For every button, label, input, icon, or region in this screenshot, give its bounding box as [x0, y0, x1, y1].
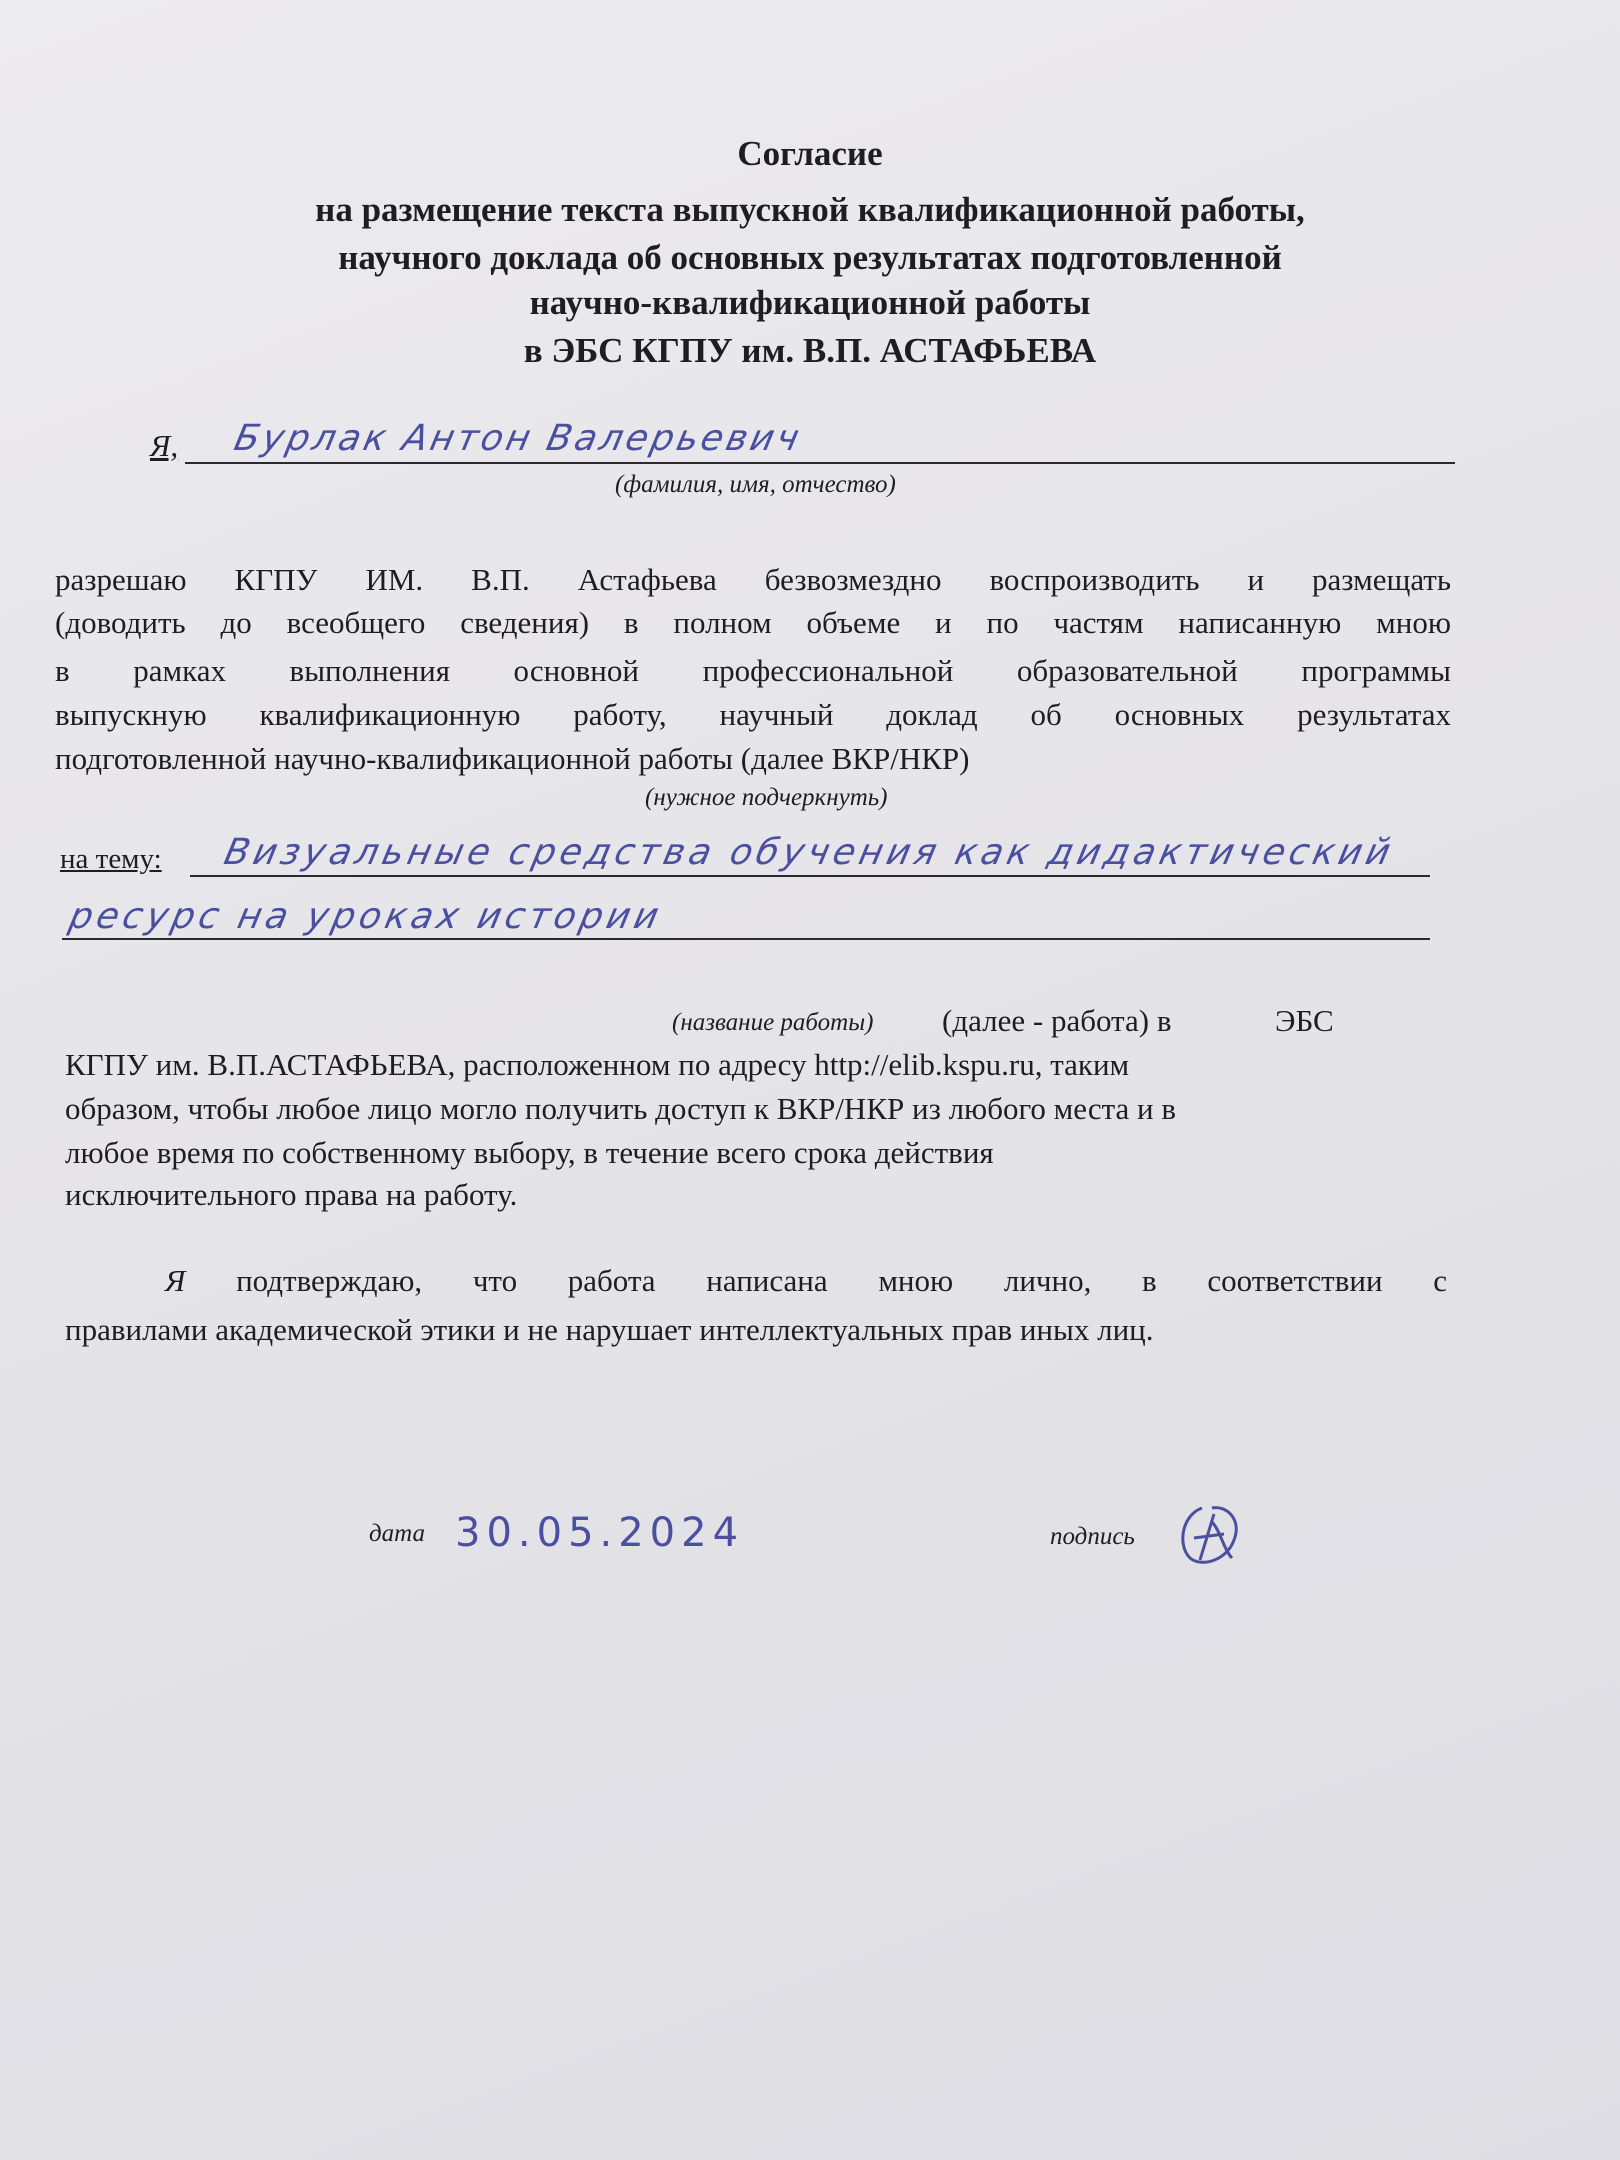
- name-underline: [185, 462, 1455, 464]
- name-prefix: Я,: [150, 428, 179, 463]
- paragraph-line: образом, чтобы любое лицо могло получить доступ к ВКР/НКР из любого места и в: [65, 1091, 1176, 1126]
- paragraph-line: подготовленной научно-квалификационной работы (далее ВКР/НКР): [55, 741, 970, 776]
- paragraph-line: (доводить до всеобщего сведения) в полном объеме и по частям написанную мною: [55, 605, 1451, 640]
- underline-caption: (нужное подчеркнуть): [645, 784, 888, 811]
- name-caption: (фамилия, имя, отчество): [615, 471, 896, 498]
- paragraph-line: исключительного права на работу.: [65, 1177, 518, 1212]
- title-line: научно-квалификационной работы: [529, 283, 1091, 322]
- paragraph-line: [65, 1047, 1129, 1083]
- paragraph-text: (далее - работа) в: [942, 1003, 1172, 1038]
- elib-link[interactable]: http://elib.kspu.ru: [814, 1047, 1035, 1082]
- paragraph-text: ЭБС: [1275, 1003, 1334, 1038]
- handwritten-topic-line1: Визуальные средства обучения как дидактический: [220, 832, 1398, 873]
- signature-label: подпись: [1050, 1523, 1135, 1550]
- topic-caption: (название работы): [672, 1009, 874, 1036]
- paragraph-line: выпускную квалификационную работу, научный доклад об основных результатах: [55, 697, 1451, 732]
- paragraph-line: [165, 1263, 1447, 1299]
- topic-label: на тему:: [60, 843, 162, 875]
- paragraph-line: правилами академической этики и не нарушает интеллектуальных прав иных лиц.: [65, 1312, 1154, 1347]
- title-line: научного доклада об основных результатах подготовленной: [338, 238, 1282, 277]
- paragraph-text: КГПУ им. В.П.АСТАФЬЕВА, расположенном по адресу: [65, 1047, 815, 1082]
- topic-underline: [190, 875, 1430, 877]
- handwritten-date: 30.05.2024: [455, 1510, 745, 1556]
- paragraph-text: Я: [165, 1263, 186, 1298]
- handwritten-signature: [1172, 1500, 1252, 1575]
- title-line: на размещение текста выпускной квалификационной работы,: [315, 190, 1305, 229]
- paragraph-line: в рамках выполнения основной профессиональной образовательной программы: [55, 653, 1451, 688]
- title-line: в ЭБС КГПУ им. В.П. АСТАФЬЕВА: [523, 331, 1097, 370]
- paragraph-text: , таким: [1034, 1047, 1130, 1082]
- handwritten-name: Бурлак Антон Валерьевич: [230, 418, 806, 459]
- topic-underline: [62, 938, 1430, 940]
- title-line: Согласие: [737, 134, 883, 173]
- paragraph-line: разрешаю КГПУ ИМ. В.П. Астафьева безвозмездно воспроизводить и размещать: [55, 562, 1451, 597]
- paragraph-text: подтверждаю, что работа написана мною лично, в соответствии с: [185, 1263, 1447, 1298]
- paragraph-line: любое время по собственному выбору, в течение всего срока действия: [65, 1135, 994, 1170]
- date-label: дата: [369, 1520, 426, 1547]
- handwritten-topic-line2: ресурс на уроках истории: [65, 896, 667, 937]
